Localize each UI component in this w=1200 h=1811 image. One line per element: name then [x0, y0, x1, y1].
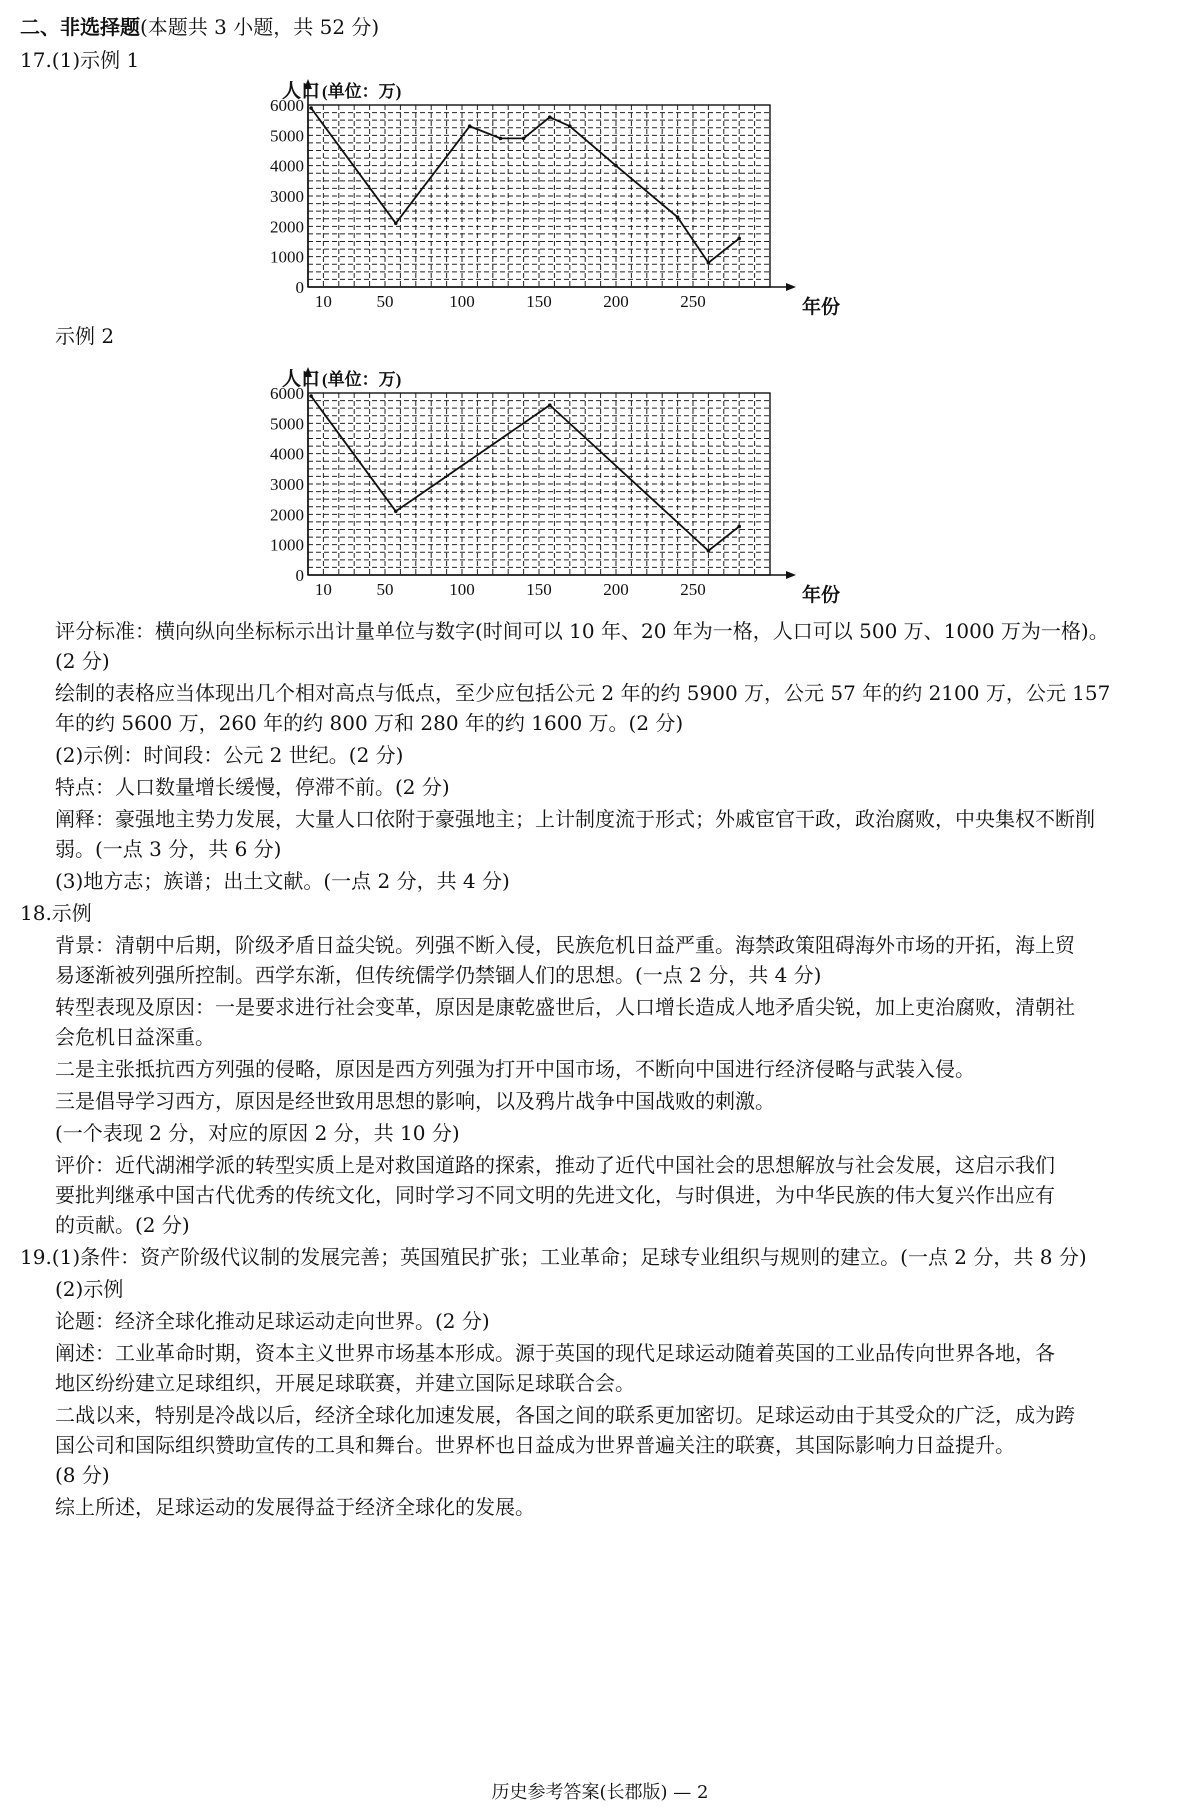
data-point: [309, 106, 313, 110]
q18-transform-1: 转型表现及原因：一是要求进行社会变革，原因是康乾盛世后，人口增长造成人地矛盾尖锐，加上吏治腐败，清朝社: [55, 995, 1075, 1019]
x-tick-label: 10: [314, 580, 332, 599]
y-tick-label: 1000: [270, 247, 304, 267]
section-heading-note: (本题共 3 小题，共 52 分): [140, 15, 380, 39]
q19-conditions: 19.(1)条件：资产阶级代议制的发展完善；英国殖民扩张；工业革命；足球专业组织与规则的建立。(一点 2 分，共 8 分): [20, 1245, 1087, 1269]
q17-criteria-line-1: 评分标准：横向纵向坐标标示出计量单位与数字(时间可以 10 年、20 年为一格，人口可以 500 万、1000 万为一格)。: [55, 619, 1109, 643]
data-point: [394, 510, 398, 514]
x-tick-label: 250: [680, 292, 706, 311]
data-point: [614, 164, 618, 168]
data-point: [468, 124, 472, 128]
x-tick-label: 150: [526, 580, 552, 599]
data-point: [676, 215, 680, 219]
y-axis-unit: (单位：万): [322, 370, 402, 389]
y-tick-label: 2000: [270, 505, 304, 525]
page-footer: 历史参考答案(长郡版) — 2: [491, 1782, 709, 1803]
y-tick-label: 1000: [270, 535, 304, 555]
section-heading: [20, 14, 379, 40]
q19-part2-label: (2)示例: [55, 1277, 124, 1301]
y-tick-label: 5000: [270, 126, 304, 146]
data-point: [568, 124, 572, 128]
data-point: [499, 137, 503, 141]
q19-argument-2: 地区纷纷建立足球组织，开展足球联赛，并建立国际足球联合会。: [55, 1371, 635, 1395]
data-point: [548, 115, 552, 119]
q19-thesis: 论题：经济全球化推动足球运动走向世界。(2 分): [55, 1309, 490, 1333]
x-tick-label: 250: [680, 580, 706, 599]
data-point: [548, 403, 552, 407]
q18-transform-3: 二是主张抵抗西方列强的侵略，原因是西方列强为打开中国市场，不断向中国进行经济侵略与武装入侵。: [55, 1057, 975, 1081]
q17-draw-line-2: 年的约 5600 万，260 年的约 800 万和 280 年的约 1600 万。(2 分): [55, 711, 684, 735]
y-tick-label: 6000: [270, 96, 304, 115]
x-tick-label: 10: [314, 292, 332, 311]
q17-part2-period: (2)示例：时间段：公元 2 世纪。(2 分): [55, 743, 404, 767]
q17-example2-label: 示例 2: [55, 324, 115, 348]
q17-part2-explain-1: 阐释：豪强地主势力发展，大量人口依附于豪强地主；上计制度流于形式；外戚宦官干政，政治腐败，中央集权不断削: [55, 807, 1095, 831]
q18-background-2: 易逐渐被列强所控制。西学东渐，但传统儒学仍禁锢人们的思想。(一点 2 分，共 4 分): [55, 963, 822, 987]
x-axis-arrow: [786, 283, 796, 291]
q19-argument-score: (8 分): [55, 1463, 110, 1487]
y-axis-label: 人口: [282, 81, 321, 102]
q17-draw-line-1: 绘制的表格应当体现出几个相对高点与低点，至少应包括公元 2 年的约 5900 万，公元 57 年的约 2100 万，公元 157: [55, 681, 1111, 705]
q18-evaluation-2: 要批判继承中国古代优秀的传统文化，同时学习不同文明的先进文化，与时俱进，为中华民族的伟大复兴作出应有: [55, 1183, 1055, 1207]
q17-criteria-line-2: (2 分): [55, 649, 110, 673]
q18-background-1: 背景：清朝中后期，阶级矛盾日益尖锐。列强不断入侵，民族危机日益严重。海禁政策阻碍海外市场的开拓，海上贸: [55, 933, 1075, 957]
q18-transform-2: 会危机日益深重。: [55, 1025, 215, 1049]
data-point: [737, 237, 741, 241]
series-line: [311, 396, 739, 551]
q17-label: 17.(1)示例 1: [20, 48, 140, 72]
data-point: [309, 394, 313, 398]
y-tick-label: 0: [295, 278, 304, 297]
q18-transform-4: 三是倡导学习西方，原因是经世致用思想的影响，以及鸦片战争中国战败的刺激。: [55, 1089, 775, 1113]
q17-part2-explain-2: 弱。(一点 3 分，共 6 分): [55, 837, 282, 861]
q18-transform-score: (一个表现 2 分，对应的原因 2 分，共 10 分): [55, 1121, 460, 1145]
section-heading-title: 二、非选择题: [20, 15, 140, 39]
q19-argument-3: 二战以来，特别是冷战以后，经济全球化加速发展，各国之间的联系更加密切。足球运动由于其受众的广泛，成为跨: [55, 1403, 1075, 1427]
x-tick-label: 50: [376, 292, 394, 311]
x-tick-label: 50: [376, 580, 394, 599]
series-line: [311, 108, 739, 263]
data-point: [707, 261, 711, 265]
y-axis-unit: (单位：万): [322, 82, 402, 101]
x-axis-label: 年份: [802, 585, 841, 606]
q19-argument-4: 国公司和国际组织赞助宣传的工具和舞台。世界杯也日益成为世界普遍关注的联赛，其国际影响力日益提升。: [55, 1433, 1015, 1457]
data-point: [737, 525, 741, 529]
y-tick-label: 4000: [270, 156, 304, 176]
q19-conclusion: 综上所述，足球运动的发展得益于经济全球化的发展。: [55, 1495, 535, 1519]
y-tick-label: 5000: [270, 414, 304, 434]
y-tick-label: 4000: [270, 444, 304, 464]
q18-evaluation-3: 的贡献。(2 分): [55, 1213, 190, 1237]
population-chart-1: [270, 75, 940, 325]
y-tick-label: 3000: [270, 475, 304, 494]
x-tick-label: 150: [526, 292, 552, 311]
x-tick-label: 200: [603, 580, 629, 599]
q17-part3: (3)地方志；族谱；出土文献。(一点 2 分，共 4 分): [55, 869, 510, 893]
x-tick-label: 200: [603, 292, 629, 311]
data-point: [394, 222, 398, 226]
x-tick-label: 100: [449, 580, 475, 599]
q19-argument-1: 阐述：工业革命时期，资本主义世界市场基本形成。源于英国的现代足球运动随着英国的工业品传向世界各地，各: [55, 1341, 1055, 1365]
q18-label: 18.示例: [20, 901, 92, 925]
x-axis-arrow: [786, 571, 796, 579]
data-point: [707, 549, 711, 553]
y-axis-label: 人口: [282, 369, 321, 390]
y-tick-label: 2000: [270, 217, 304, 237]
data-point: [522, 137, 526, 141]
population-chart-2: [270, 363, 940, 613]
y-tick-label: 3000: [270, 187, 304, 206]
q17-part2-feature: 特点：人口数量增长缓慢，停滞不前。(2 分): [55, 775, 450, 799]
y-tick-label: 6000: [270, 384, 304, 403]
q18-evaluation-1: 评价：近代湖湘学派的转型实质上是对救国道路的探索，推动了近代中国社会的思想解放与社会发展，这启示我们: [55, 1153, 1055, 1177]
x-tick-label: 100: [449, 292, 475, 311]
y-tick-label: 0: [295, 566, 304, 585]
x-axis-label: 年份: [802, 297, 841, 318]
